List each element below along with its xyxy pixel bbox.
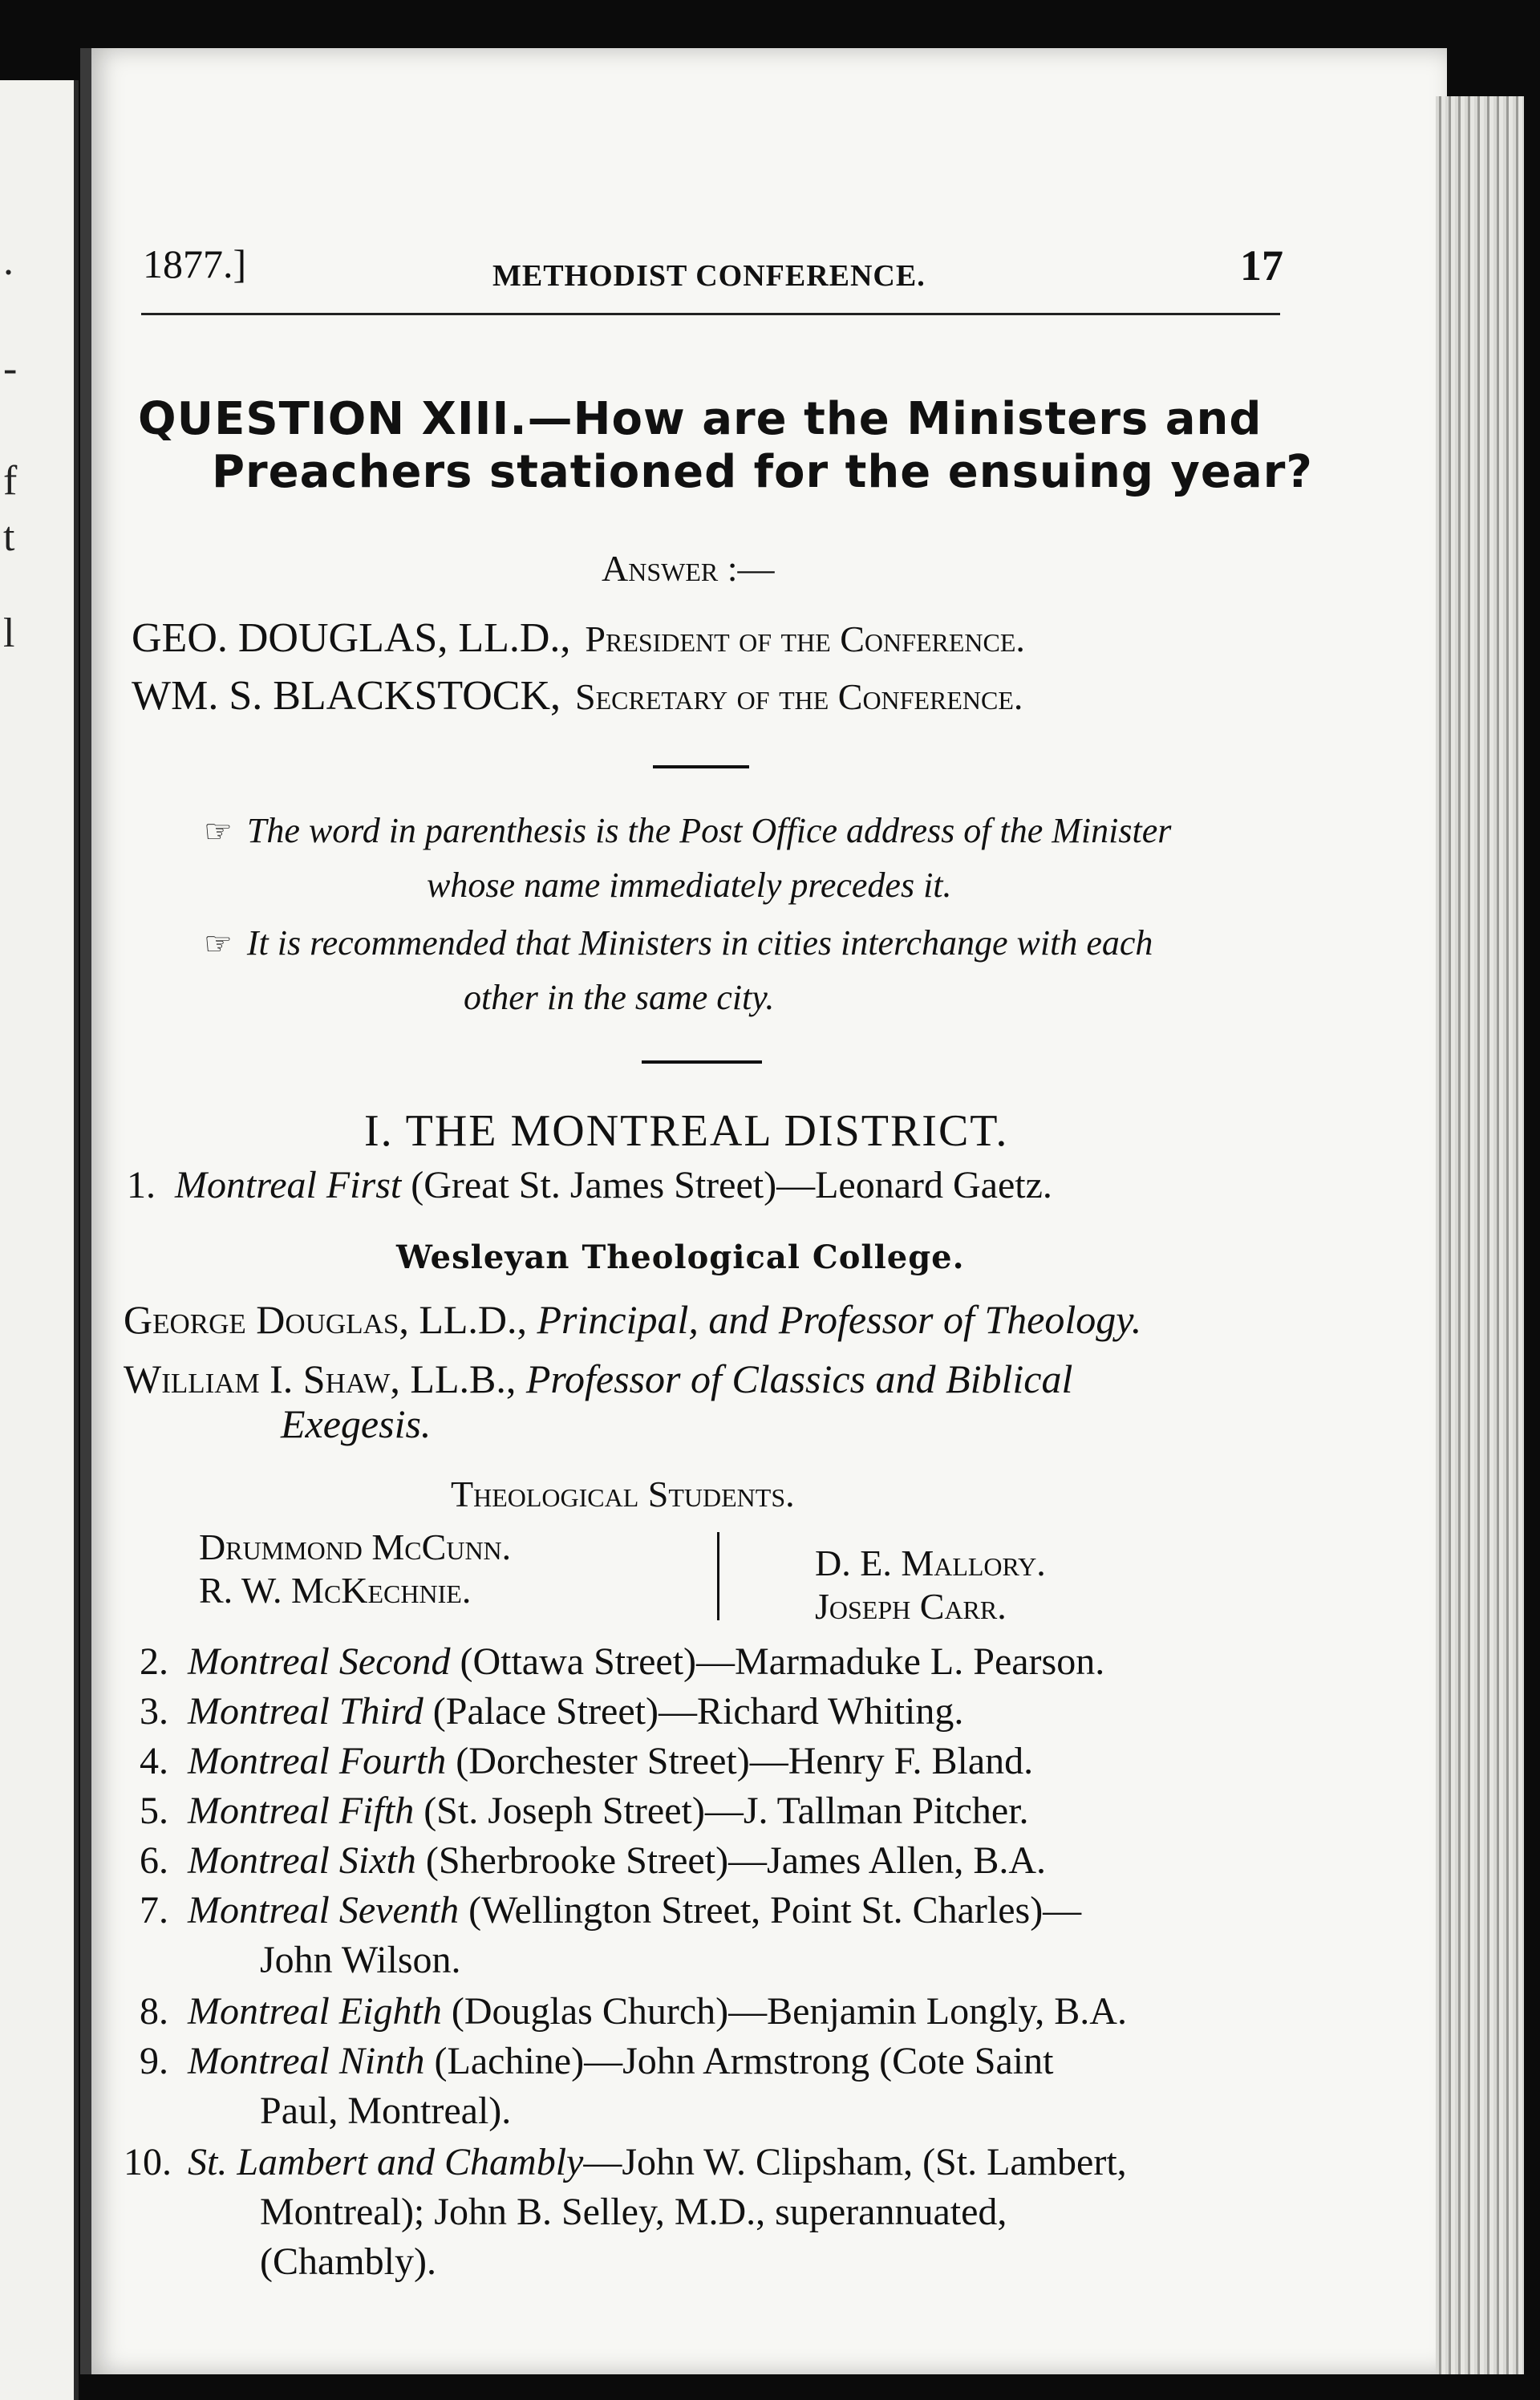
facing-page-edge	[0, 80, 79, 2400]
student-name: R. W. McKechnie.	[199, 1570, 472, 1611]
header-year: 1877.]	[143, 241, 247, 286]
circuit-name: Montreal Ninth	[188, 2040, 425, 2082]
entry-number: 4.	[140, 1740, 168, 1782]
entry-number: 8.	[140, 1990, 168, 2033]
entry-number: 3.	[140, 1690, 168, 1733]
entry-number: 10.	[124, 2141, 172, 2183]
circuit-name: Montreal Seventh	[188, 1889, 460, 1932]
principal-name: George Douglas, LL.D.,	[124, 1297, 528, 1342]
entry-number: 5.	[140, 1790, 168, 1832]
entry-number: 6.	[140, 1839, 168, 1882]
note-2-line1	[204, 922, 1153, 963]
page-stack-edge	[1436, 96, 1524, 2374]
student-name: Drummond McCunn.	[199, 1526, 512, 1567]
entry-text: (Douglas Church)—Benjamin Longly, B.A.	[441, 1990, 1127, 2033]
note-1-line2: whose name immediately precedes it.	[427, 866, 952, 905]
station-entry	[140, 1739, 1033, 1783]
facing-page-mark: -	[3, 346, 18, 391]
entry-number: 1.	[127, 1164, 156, 1206]
book-page	[80, 48, 1447, 2374]
circuit-name: Montreal Sixth	[188, 1839, 416, 1882]
student-name: Joseph Carr.	[815, 1586, 1007, 1627]
section-divider	[642, 1060, 762, 1064]
facing-page-mark: f	[3, 458, 18, 504]
officer-president	[132, 614, 1025, 662]
student-name: D. E. Mallory.	[815, 1543, 1046, 1583]
circuit-name: Montreal Fifth	[188, 1790, 415, 1832]
district-heading: I. THE MONTREAL DISTRICT.	[364, 1106, 1009, 1156]
station-entry	[127, 1163, 1052, 1207]
officer-role: Secretary of the Conference.	[575, 676, 1023, 717]
circuit-name: Montreal Second	[188, 1640, 451, 1683]
circuit-name: St. Lambert and Chambly	[188, 2141, 584, 2183]
professor-title: Professor of Classics and Biblical	[525, 1356, 1073, 1401]
header-rule	[141, 313, 1280, 315]
entry-text: (Lachine)—John Armstrong (Cote Saint	[424, 2040, 1054, 2082]
page-number: 17	[1240, 241, 1283, 290]
entry-number: 7.	[140, 1889, 168, 1932]
column-divider	[717, 1532, 719, 1620]
entry-text: (Sherbrooke Street)—James Allen, B.A.	[415, 1839, 1047, 1882]
note-1-line1	[204, 810, 1171, 851]
station-entry-continued: Montreal); John B. Selley, M.D., superannuated,	[260, 2191, 1007, 2233]
station-entry	[140, 2039, 1053, 2083]
station-entry	[140, 1689, 963, 1733]
professor-title-continued: Exegesis.	[281, 1401, 432, 1446]
note-text: The word in parenthesis is the Post Office address of the Minister	[246, 811, 1172, 850]
officer-name: WM. S. BLACKSTOCK,	[132, 673, 561, 719]
station-entry	[140, 1888, 1081, 1932]
entry-text: —John W. Clipsham, (St. Lambert,	[583, 2141, 1127, 2183]
question-heading-line2: Preachers stationed for the ensuing year?	[212, 446, 1313, 498]
pointing-hand-icon: ☞	[204, 813, 233, 849]
students-heading: Theological Students.	[451, 1474, 795, 1514]
circuit-name: Montreal First	[175, 1164, 402, 1206]
professor-name: William I. Shaw, LL.B.,	[124, 1356, 517, 1401]
officer-role: President of the Conference.	[585, 618, 1025, 659]
circuit-name: Montreal Eighth	[188, 1990, 442, 2033]
station-entry-continued: (Chambly).	[260, 2240, 436, 2283]
answer-label: Answer :—	[602, 548, 775, 589]
professor-line	[124, 1356, 1072, 1402]
station-entry-continued: John Wilson.	[260, 1939, 461, 1981]
header-title: METHODIST CONFERENCE.	[492, 259, 926, 293]
station-entry	[140, 1640, 1104, 1684]
facing-page-mark: .	[3, 238, 14, 284]
entry-text: (Great St. James Street)—Leonard Gaetz.	[401, 1164, 1052, 1206]
note-2-line2: other in the same city.	[464, 978, 775, 1017]
section-divider	[653, 765, 749, 768]
station-entry	[140, 1989, 1127, 2033]
note-text: It is recommended that Ministers in cities interchange with each	[246, 923, 1153, 963]
officer-name: GEO. DOUGLAS, LL.D.,	[132, 615, 571, 661]
station-entry	[140, 1839, 1046, 1883]
station-entry	[140, 1789, 1029, 1833]
circuit-name: Montreal Third	[188, 1690, 424, 1733]
college-heading: Wesleyan Theological College.	[396, 1239, 965, 1276]
pointing-hand-icon: ☞	[204, 926, 233, 962]
entry-number: 2.	[140, 1640, 168, 1683]
entry-text: (Ottawa Street)—Marmaduke L. Pearson.	[450, 1640, 1105, 1683]
facing-page-mark: t	[3, 514, 15, 560]
facing-page-mark: l	[3, 610, 15, 656]
station-entry-continued: Paul, Montreal).	[260, 2090, 512, 2132]
question-heading-line1: QUESTION XIII.—How are the Ministers and	[138, 393, 1262, 445]
circuit-name: Montreal Fourth	[188, 1740, 447, 1782]
principal-line	[124, 1296, 1141, 1343]
entry-text: (St. Joseph Street)—J. Tallman Pitcher.	[414, 1790, 1029, 1832]
entry-text: (Palace Street)—Richard Whiting.	[423, 1690, 964, 1733]
station-entry	[124, 2140, 1127, 2184]
entry-number: 9.	[140, 2040, 168, 2082]
officer-secretary	[132, 672, 1023, 720]
entry-text: (Wellington Street, Point St. Charles)—	[459, 1889, 1082, 1932]
entry-text: (Dorchester Street)—Henry F. Bland.	[446, 1740, 1034, 1782]
principal-title: Principal, and Professor of Theology.	[537, 1297, 1142, 1342]
